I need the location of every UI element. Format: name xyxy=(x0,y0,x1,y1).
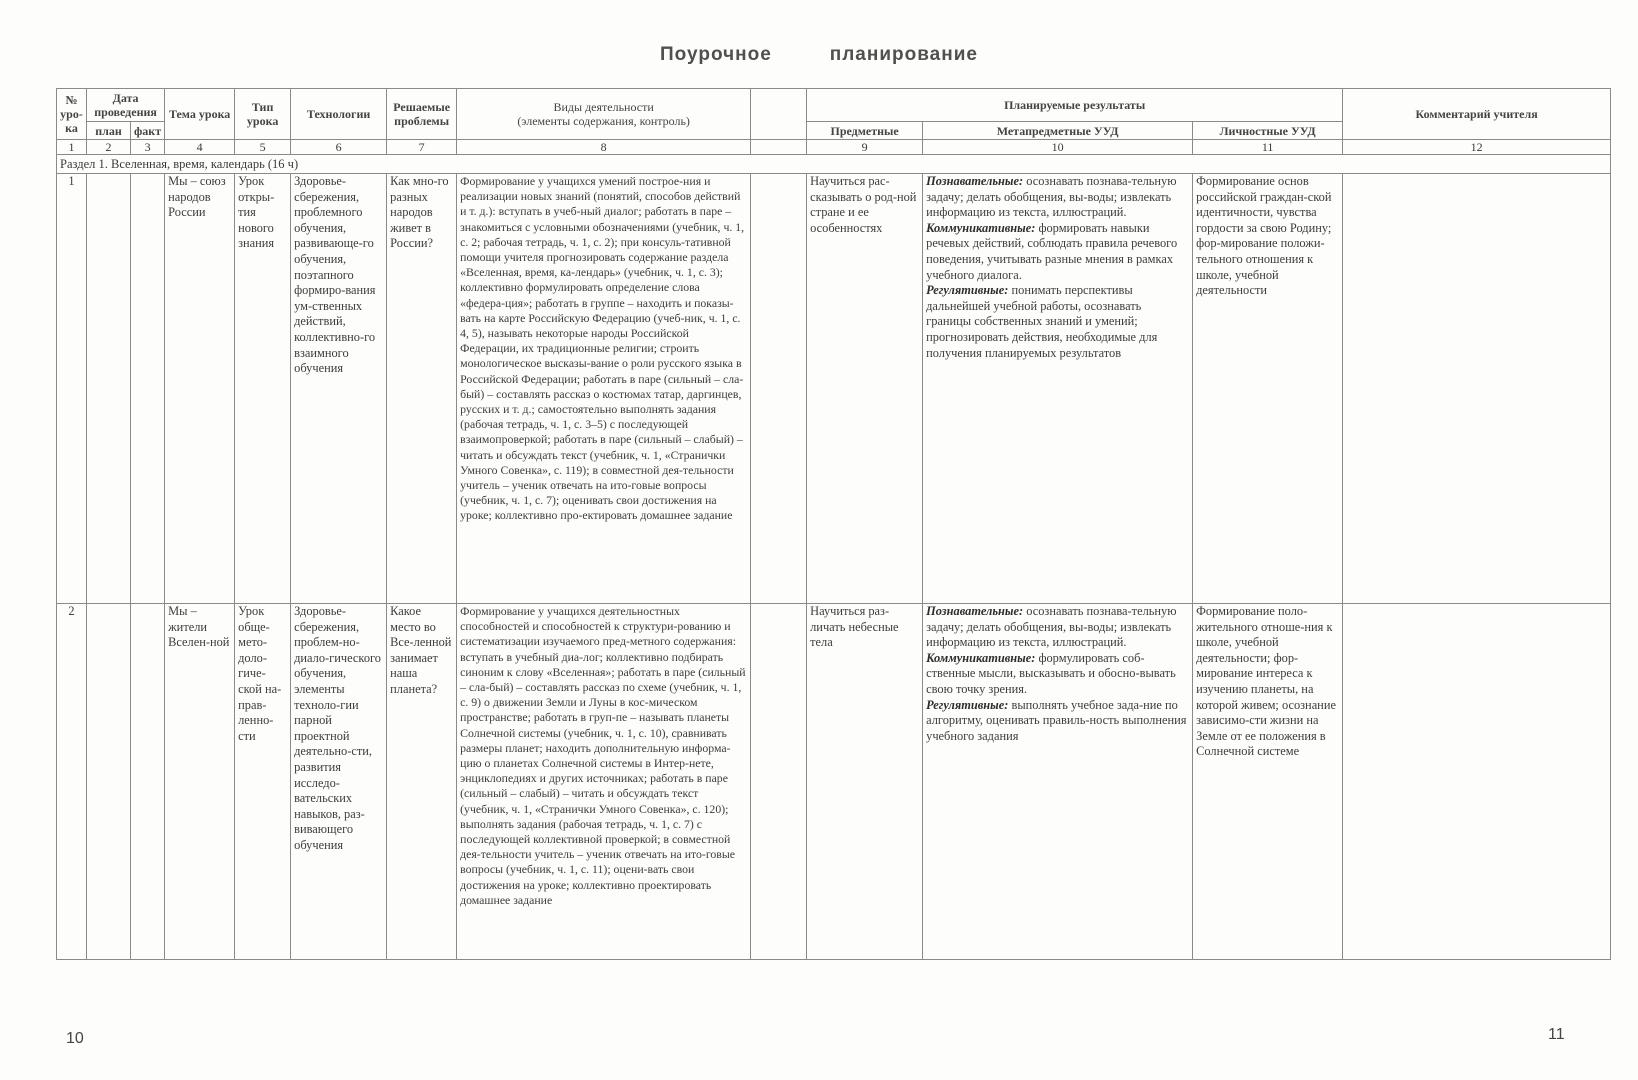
title-word-2: планирование xyxy=(829,44,978,65)
lesson-topic: Мы – жители Вселен-ной xyxy=(165,604,235,960)
lesson-type: Урок откры-тия нового знания xyxy=(235,174,291,604)
date-plan xyxy=(87,174,131,604)
col-num: 5 xyxy=(235,140,291,155)
lesson-problem: Как мно-го разных народов живет в России? xyxy=(387,174,457,604)
header-subject: Предметные xyxy=(807,122,923,140)
lesson-plan-table xyxy=(56,88,1611,960)
lesson-subject: Научиться рас-сказывать о род-ной стране и ее особенностях xyxy=(807,174,923,604)
lesson-tech: Здоровье-сбережения, проблемного обучения, развивающе-го обучения, поэтапного формиро-вания ум-ственных действий, коллективно-го взаимного обучения xyxy=(291,174,387,604)
lesson-no: 2 xyxy=(57,604,87,960)
col-num: 3 xyxy=(131,140,165,155)
lesson-meta xyxy=(923,604,1193,960)
col-num: 12 xyxy=(1343,140,1611,155)
header-date: Дата проведения xyxy=(87,89,165,122)
page-number-right: 11 xyxy=(1548,1026,1565,1043)
meta-text: осознавать познава-тельную задачу; делать обобщения, вы-воды; извлекать информацию из текста, иллюстраций. xyxy=(926,604,1177,650)
table-row xyxy=(57,174,1611,604)
col-num-gap xyxy=(751,140,807,155)
lesson-comment xyxy=(1343,174,1611,604)
meta-text: выполнять учебное зада-ние по алгоритму, оценивать правиль-ность выполнения учебного задания xyxy=(926,697,1187,743)
meta-text: формировать навыки речевых действий, соблюдать правила речевого поведения, учитывать разные мнения в рамках учебного диалога. xyxy=(926,220,1178,282)
lesson-activities: Формирование у учащихся деятельностных способностей и способностей к структури-рованию и систематизации изучаемого пред-метного содержания: вступать в учебный диа-лог; коллективно подбирать синоним к слову «Вселенная»; работать в паре (сильный – сла-бый) – составлять рассказ по схеме (учебник, ч. 1, с. 9) о движении Земли и Луны в кос-мическом пространстве; работать в груп-пе – называть планеты Солнечной системы (учебник, ч. 1, с. 10), сравнивать размеры планет; находить дополнительную информа-цию о планетах Солнечной системы в Интер-нете, энциклопедиях и других источниках; работать в паре (сильный – слабый) – читать и обсуждать текст (учебник, ч. 1, «Странички Умного Совенка», с. 120); выполнять задания (рабочая тетрадь, ч. 1, с. 7) с последующей коллективной проверкой; в совместной дея-тельности учитель – ученик отвечать на ито-говые вопросы (учебник, ч. 1, с. 11); оцени-вать свои достижения на уроке; коллективно проектировать домашнее задание xyxy=(457,604,751,960)
col-num: 11 xyxy=(1193,140,1343,155)
date-fact xyxy=(131,174,165,604)
meta-text: формулировать соб-ственные мысли, высказывать и обосно-вывать свою точку зрения. xyxy=(926,650,1176,696)
lesson-activities: Формирование у учащихся умений построе-ния и реализации новых знаний (понятий, способов действий и т. д.): вступать в учеб-ный диалог; работать в паре – знакомиться с условными обозначениями (учебник, ч. 1, с. 2; рабочая тетрадь, ч. 1, с. 2); при консуль-тативной помощи учителя прогнозировать содержание раздела «Вселенная, время, ка-лендарь» (учебник, ч. 1, с. 3); коллективно формулировать определение слова «федера-ция»; работать в группе – находить и показы-вать на карте Российскую Федерацию (учеб-ник, ч. 1, с. 4, 5), называть некоторые народы Российской Федерации, их традиционные религии; строить монологическое высказы-вание о роли русского языка в Российской Федерации; работать в паре (сильный – сла-бый) – составлять рассказ о костюмах татар, даргинцев, русских и т. д.; самостоятельно выполнять задания (рабочая тетрадь, ч. 1, с. 3–5) с последующей взаимопроверкой; работать в паре (сильный – слабый) – читать и обсуждать текст (учебник, ч. 1, «Странички Умного Совенка», с. 119); в совместной дея-тельности учитель – ученик отвечать на ито-говые вопросы (учебник, ч. 1, с. 7); оценивать свои достижения на уроке; коллективно про-ектировать домашнее задание xyxy=(457,174,751,604)
header-results: Планируемые результаты xyxy=(807,89,1343,122)
header-tech: Технологии xyxy=(291,89,387,140)
lesson-subject: Научиться раз-личать небесные тела xyxy=(807,604,923,960)
lesson-problem: Какое место во Все-ленной занимает наша планета? xyxy=(387,604,457,960)
lesson-meta xyxy=(923,174,1193,604)
page-number-left: 10 xyxy=(66,1030,84,1047)
meta-label: Коммуникативные: xyxy=(926,650,1036,665)
header-gap xyxy=(751,89,807,140)
date-fact xyxy=(131,604,165,960)
col-num: 1 xyxy=(57,140,87,155)
lesson-type: Урок обще-мето-доло-гиче-ской на-прав-ленно-сти xyxy=(235,604,291,960)
lesson-gap xyxy=(751,174,807,604)
lesson-gap xyxy=(751,604,807,960)
date-plan xyxy=(87,604,131,960)
header-no: № уро-ка xyxy=(57,89,87,140)
col-num: 8 xyxy=(457,140,751,155)
meta-text: понимать перспективы дальнейшей учебной работы, осознавать границы собственных знаний и умений; прогнозировать действия, необходимые для получения планируемых результатов xyxy=(926,283,1158,360)
header-comment: Комментарий учителя xyxy=(1343,89,1611,140)
header-type: Тип урока xyxy=(235,89,291,140)
col-num: 9 xyxy=(807,140,923,155)
meta-label: Познавательные: xyxy=(926,604,1024,618)
table-row xyxy=(57,604,1611,960)
lesson-comment xyxy=(1343,604,1611,960)
header-activities xyxy=(457,89,751,140)
lesson-personal: Формирование основ российской граждан-ской идентичности, чувства гордости за свою Родину; фор-мирование положи-тельного отношения к школе, учебной деятельности xyxy=(1193,174,1343,604)
lesson-tech: Здоровье-сбережения, проблем-но-диало-гического обучения, элементы техноло-гии парной проектной деятельно-сти, развития исследо-вательских навыков, раз-вивающего обучения xyxy=(291,604,387,960)
lesson-topic: Мы – союз народов России xyxy=(165,174,235,604)
lesson-no: 1 xyxy=(57,174,87,604)
header-meta: Метапредметные УУД xyxy=(923,122,1193,140)
meta-text: осознавать познава-тельную задачу; делать обобщения, вы-воды; извлекать информацию из текста, иллюстраций. xyxy=(926,174,1177,220)
meta-label: Коммуникативные: xyxy=(926,220,1036,235)
col-num: 7 xyxy=(387,140,457,155)
meta-label: Регулятивные: xyxy=(926,283,1009,298)
title-word-1: Поурочное xyxy=(660,44,772,65)
header-fact: факт xyxy=(131,122,165,140)
header-problems: Решаемые проблемы xyxy=(387,89,457,140)
header-plan: план xyxy=(87,122,131,140)
header-activities-sub: (элементы содержания, контроль) xyxy=(517,114,690,128)
section-row xyxy=(57,155,1611,174)
col-num: 6 xyxy=(291,140,387,155)
lesson-personal: Формирование поло-жительного отноше-ния к школе, учебной деятельности; фор-мирование интереса к изучению планеты, на которой живем; осознание зависимо-сти жизни на Земле от ее положения в Солнечной системе xyxy=(1193,604,1343,960)
col-num: 4 xyxy=(165,140,235,155)
section-title: Раздел 1. Вселенная, время, календарь (16 ч) xyxy=(57,155,1611,174)
header-topic: Тема урока xyxy=(165,89,235,140)
page-title xyxy=(0,44,1638,66)
col-num: 2 xyxy=(87,140,131,155)
meta-label: Познавательные: xyxy=(926,174,1024,188)
header-personal: Личностные УУД xyxy=(1193,122,1343,140)
column-number-row xyxy=(57,140,1611,155)
col-num: 10 xyxy=(923,140,1193,155)
header-activities-title: Виды деятельности xyxy=(553,100,654,114)
meta-label: Регулятивные: xyxy=(926,697,1009,712)
